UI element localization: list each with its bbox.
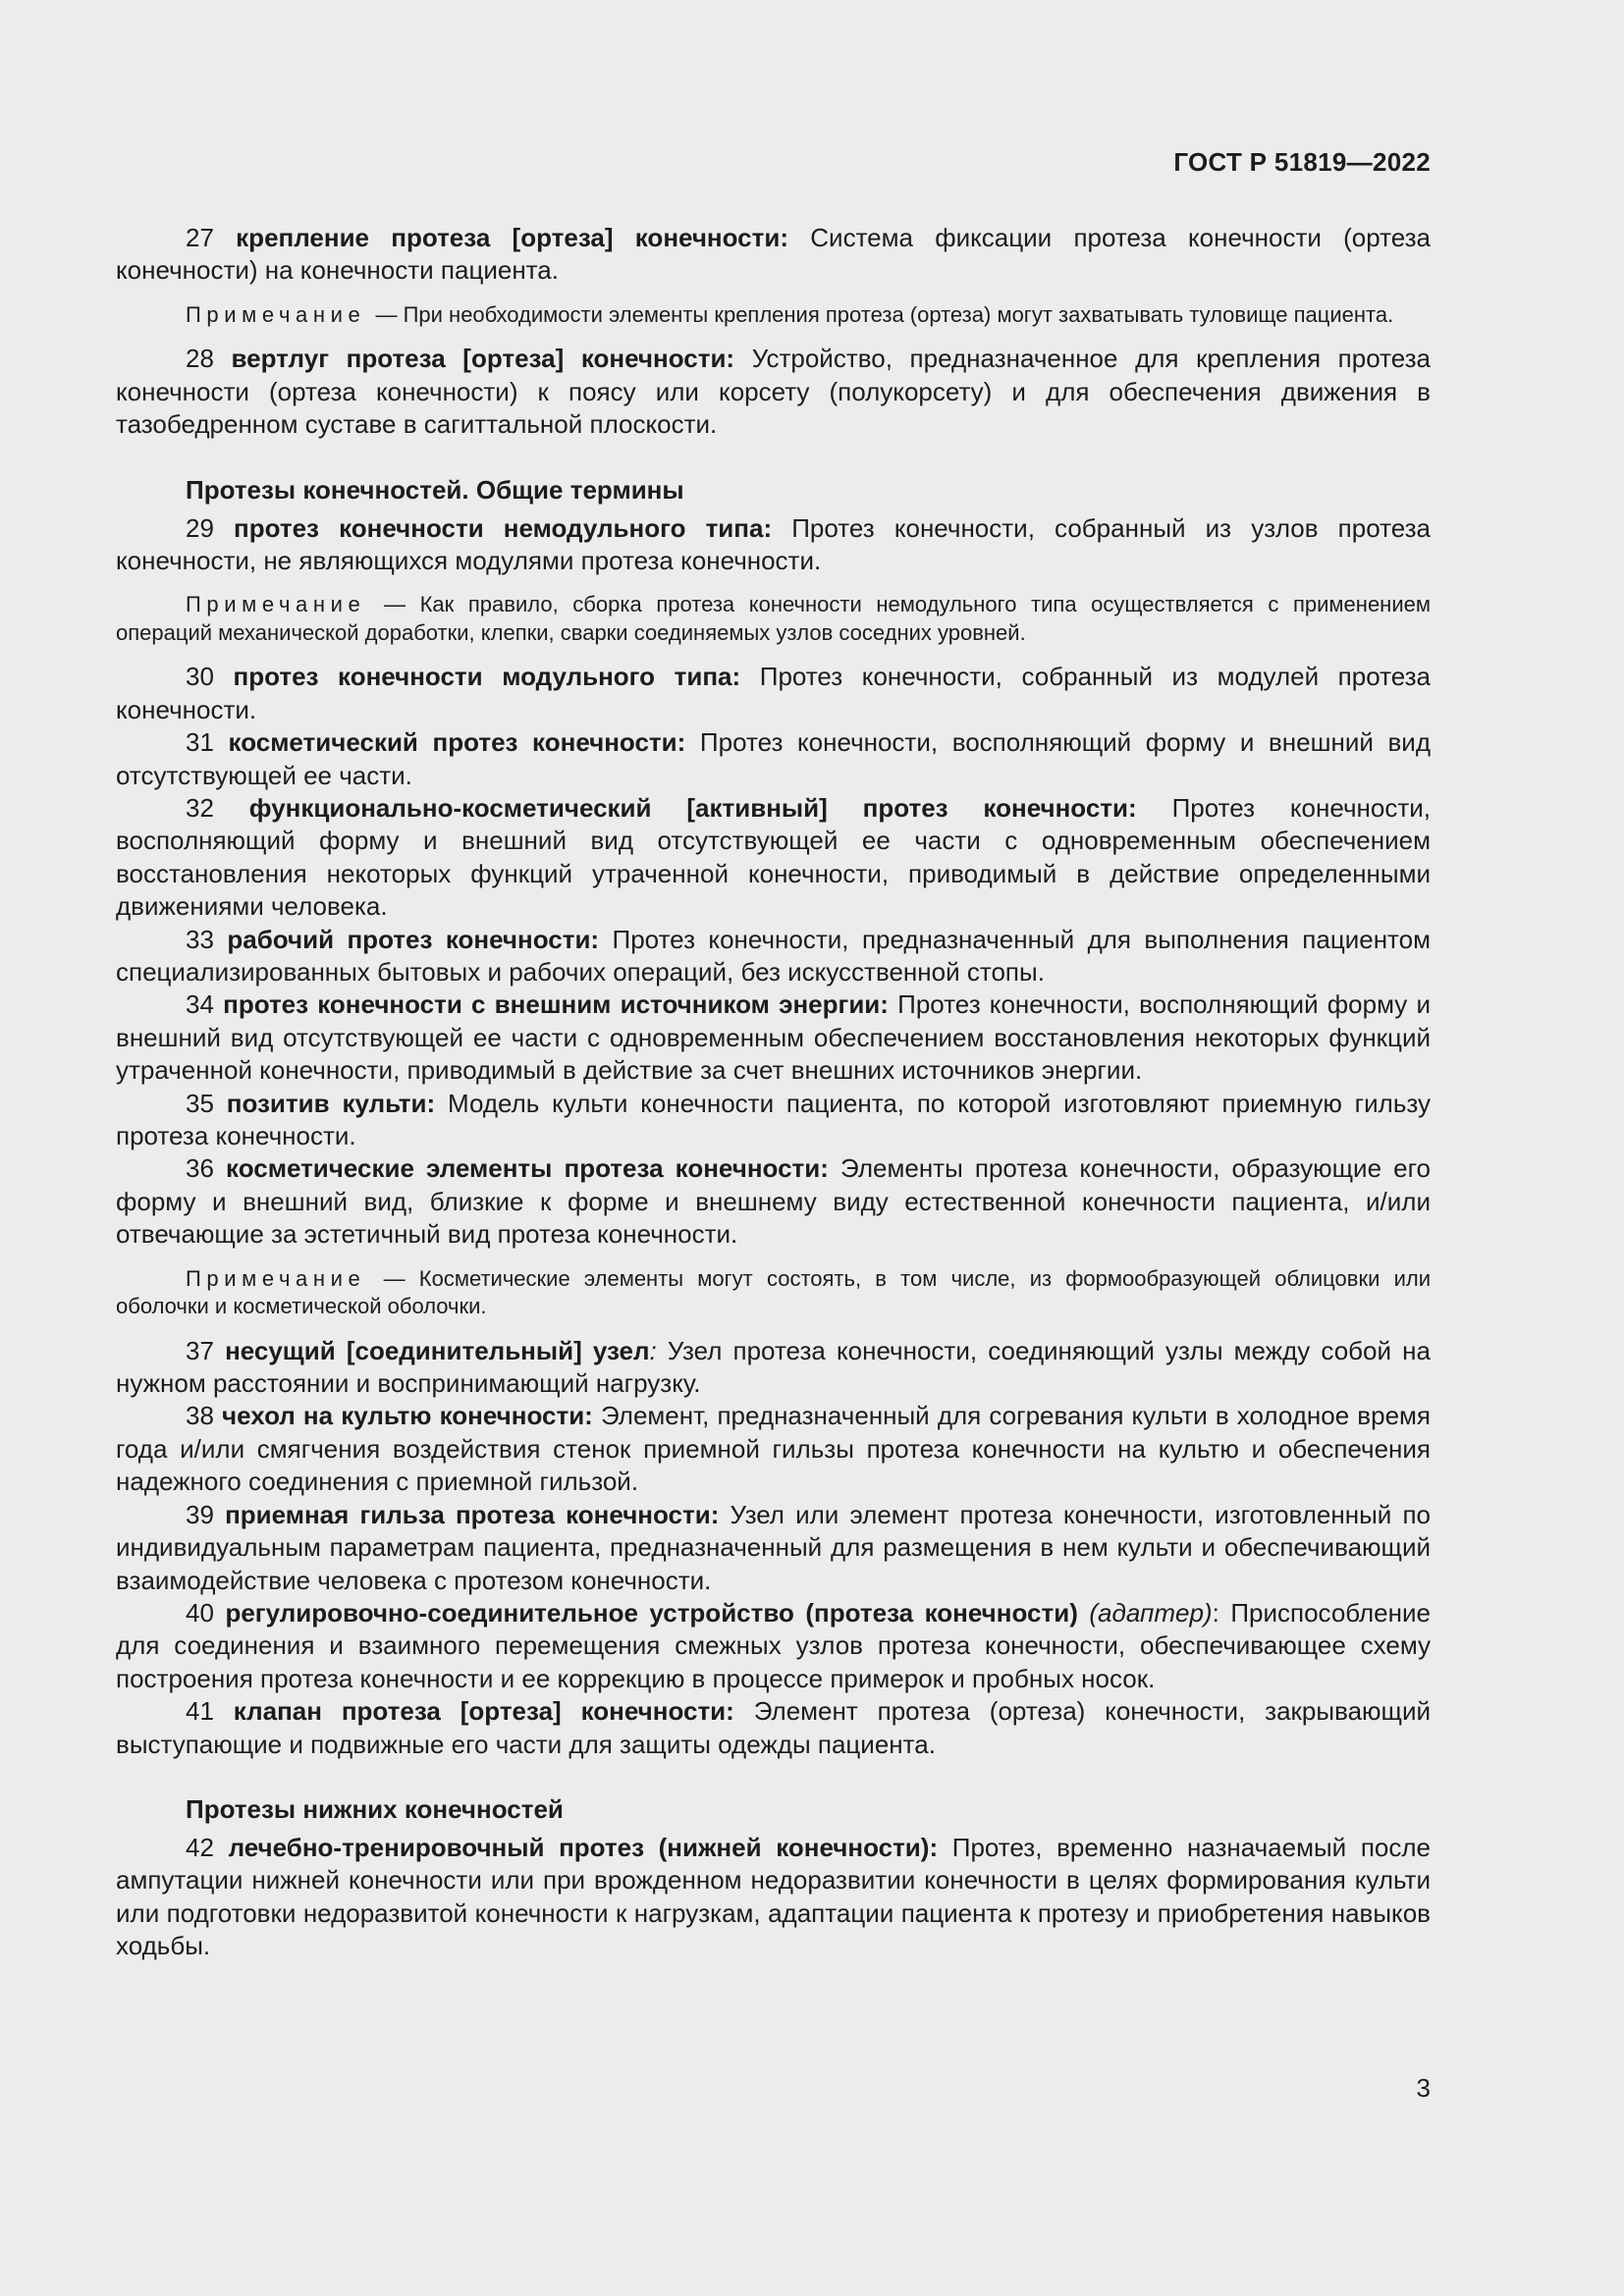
term-42 xyxy=(116,1832,1431,1963)
document-page xyxy=(116,0,1431,2296)
term-34 xyxy=(116,988,1431,1087)
term-number: 30 xyxy=(186,662,214,692)
term-28 xyxy=(116,343,1431,441)
term-name: протез конечности модульного типа: xyxy=(233,662,741,692)
term-definition: Элементы протеза конечности, образующие его форму и внешний вид, близкие к форме и внешнему виду естественной конечности пациента, и/или отвечающие за эстетичный вид протеза конечности. xyxy=(116,1153,1431,1250)
term-name: рабочий протез конечности: xyxy=(227,924,600,954)
term-name: косметический протез конечности: xyxy=(228,727,686,758)
term-name: протез конечности с внешним источником энергии: xyxy=(223,989,889,1020)
term-39 xyxy=(116,1499,1431,1597)
term-definition: Протез, временно назначаемый после ампутации нижней конечности или при врожденном недоразвитии конечности в целях формирования культи или подготовки недоразвитой конечности к нагрузкам, адаптации пациента к протезу и приобретения навыков ходьбы. xyxy=(116,1832,1431,1961)
document-id-header: ГОСТ Р 51819—2022 xyxy=(1173,147,1431,177)
term-number: 38 xyxy=(186,1401,214,1431)
note-label: Примечание xyxy=(186,1265,366,1291)
term-31 xyxy=(116,726,1431,792)
term-number: 36 xyxy=(186,1153,214,1184)
term-33 xyxy=(116,924,1431,989)
term-definition: Элемент, предназначенный для согревания культи в холодное время года и/или смягчения воздействия стенок приемной гильзы протеза конечности на культю и обеспечения надежного соединения с приемной гильзой. xyxy=(116,1401,1431,1497)
term-definition: Модель культи конечности пациента, по которой изготовляют приемную гильзу протеза конечности. xyxy=(116,1088,1432,1151)
section-heading-lower-limbs: Протезы нижних конечностей xyxy=(186,1793,564,1824)
term-number: 32 xyxy=(186,792,214,823)
note-text: Как правило, сборка протеза конечности немодульного типа осуществляется с применением операций механической доработки, клепки, сварки соединяемых узлов соседних уровней. xyxy=(116,592,1431,645)
note-dash: — xyxy=(383,592,406,617)
term-37 xyxy=(116,1335,1431,1401)
term-definition: Устройство, предназначенное для крепления протеза конечности (ортеза конечности) к поясу или корсету (полукорсету) и для обеспечения движения в тазобедренном суставе в сагиттальной плоскости. xyxy=(116,344,1431,440)
term-definition: Система фиксации протеза конечности (ортеза конечности) на конечности пациента. xyxy=(116,223,1432,286)
term-38 xyxy=(116,1400,1431,1498)
note-text: Косметические элементы могут состоять, в том числе, из формообразующей облицовки или оболочки и косметической оболочки. xyxy=(116,1265,1431,1319)
term-definition: Протез конечности, восполняющий форму и внешний вид отсутствующей ее части с одновременным обеспечением восстановления некоторых функций утраченной конечности, приводимый в действие определенными движениями человека. xyxy=(116,792,1431,922)
note-text: При необходимости элементы крепления протеза (ортеза) могут захватывать туловище пациента. xyxy=(403,301,1394,327)
term-number: 33 xyxy=(186,924,214,954)
note-dash: — xyxy=(383,1265,406,1291)
term-name: клапан протеза [ортеза] конечности: xyxy=(233,1696,734,1727)
note-29 xyxy=(116,591,1431,647)
term-name: чехол на культю конечности: xyxy=(222,1401,593,1431)
note-36 xyxy=(116,1265,1431,1321)
term-colon: : xyxy=(649,1335,657,1365)
term-definition: Узел или элемент протеза конечности, изготовленный по индивидуальным параметрам пациента, предназначенный для размещения в нем культи и обеспечивающий взаимодействие человека с протезом конечности. xyxy=(116,1499,1431,1595)
term-number: 37 xyxy=(186,1335,214,1365)
term-definition: Узел протеза конечности, соединяющий узлы между собой на нужном расстоянии и воспринимающий нагрузку. xyxy=(116,1335,1431,1399)
term-name: крепление протеза [ортеза] конечности: xyxy=(236,223,789,252)
term-number: 39 xyxy=(186,1499,214,1529)
term-name: косметические элементы протеза конечности: xyxy=(226,1153,829,1184)
term-name: лечебно-тренировочный протез (нижней конечности): xyxy=(228,1832,939,1862)
term-number: 31 xyxy=(186,727,214,758)
term-number: 35 xyxy=(186,1088,214,1118)
term-29 xyxy=(116,512,1431,578)
page-number: 3 xyxy=(1416,2073,1431,2103)
term-definition: Протез конечности, собранный из узлов протеза конечности, не являющихся модулями протеза конечности. xyxy=(116,512,1431,575)
term-number: 34 xyxy=(186,989,214,1020)
term-definition: Протез конечности, восполняющий форму и внешний вид отсутствующей ее части. xyxy=(116,727,1431,790)
term-27 xyxy=(116,222,1431,288)
section-heading-general-terms: Протезы конечностей. Общие термины xyxy=(186,474,684,505)
term-name: регулировочно-соединительное устройство (протеза конечности) xyxy=(225,1597,1078,1628)
term-32 xyxy=(116,792,1431,924)
term-synonym: (адаптер) xyxy=(1089,1597,1213,1628)
term-35 xyxy=(116,1088,1431,1153)
term-definition: Протез конечности, предназначенный для выполнения пациентом специализированных бытовых и рабочих операций, без искусственной стопы. xyxy=(116,924,1432,987)
document-body xyxy=(116,222,1431,1963)
term-definition: Приспособление для соединения и взаимного перемещения смежных узлов протеза конечности, обеспечивающее схему построения протеза конечности и ее коррекцию в процессе примерок и пробных носок. xyxy=(116,1597,1431,1693)
term-name: приемная гильза протеза конечности: xyxy=(225,1499,720,1529)
term-number: 41 xyxy=(186,1696,214,1727)
term-name: функционально-косметический [активный] протез конечности: xyxy=(248,792,1137,823)
term-definition: Протез конечности, восполняющий форму и внешний вид отсутствующей ее части с одновременным обеспечением восстановления некоторых функций утраченной конечности, приводимый в действие за счет внешних источников энергии. xyxy=(116,989,1431,1086)
term-40 xyxy=(116,1597,1431,1695)
term-41 xyxy=(116,1695,1431,1761)
term-number: 29 xyxy=(186,512,214,543)
term-name: протез конечности немодульного типа: xyxy=(234,512,773,543)
term-number: 42 xyxy=(186,1832,214,1862)
term-name: позитив культи: xyxy=(226,1088,436,1118)
term-name: несущий [соединительный] узел xyxy=(225,1335,650,1365)
term-definition: Элемент протеза (ортеза) конечности, закрывающий выступающие и подвижные его части для защиты одежды пациента. xyxy=(116,1696,1431,1759)
note-label: Примечание xyxy=(186,301,366,327)
term-30 xyxy=(116,661,1431,726)
term-definition: Протез конечности, собранный из модулей протеза конечности. xyxy=(116,662,1431,724)
note-27 xyxy=(116,301,1431,330)
term-number: 28 xyxy=(186,344,214,374)
term-36 xyxy=(116,1152,1431,1251)
note-label: Примечание xyxy=(186,592,366,617)
term-number: 27 xyxy=(186,223,214,252)
term-colon: : xyxy=(1212,1597,1219,1628)
note-dash: — xyxy=(375,301,398,327)
term-name: вертлуг протеза [ортеза] конечности: xyxy=(231,344,735,374)
term-number: 40 xyxy=(186,1597,214,1628)
